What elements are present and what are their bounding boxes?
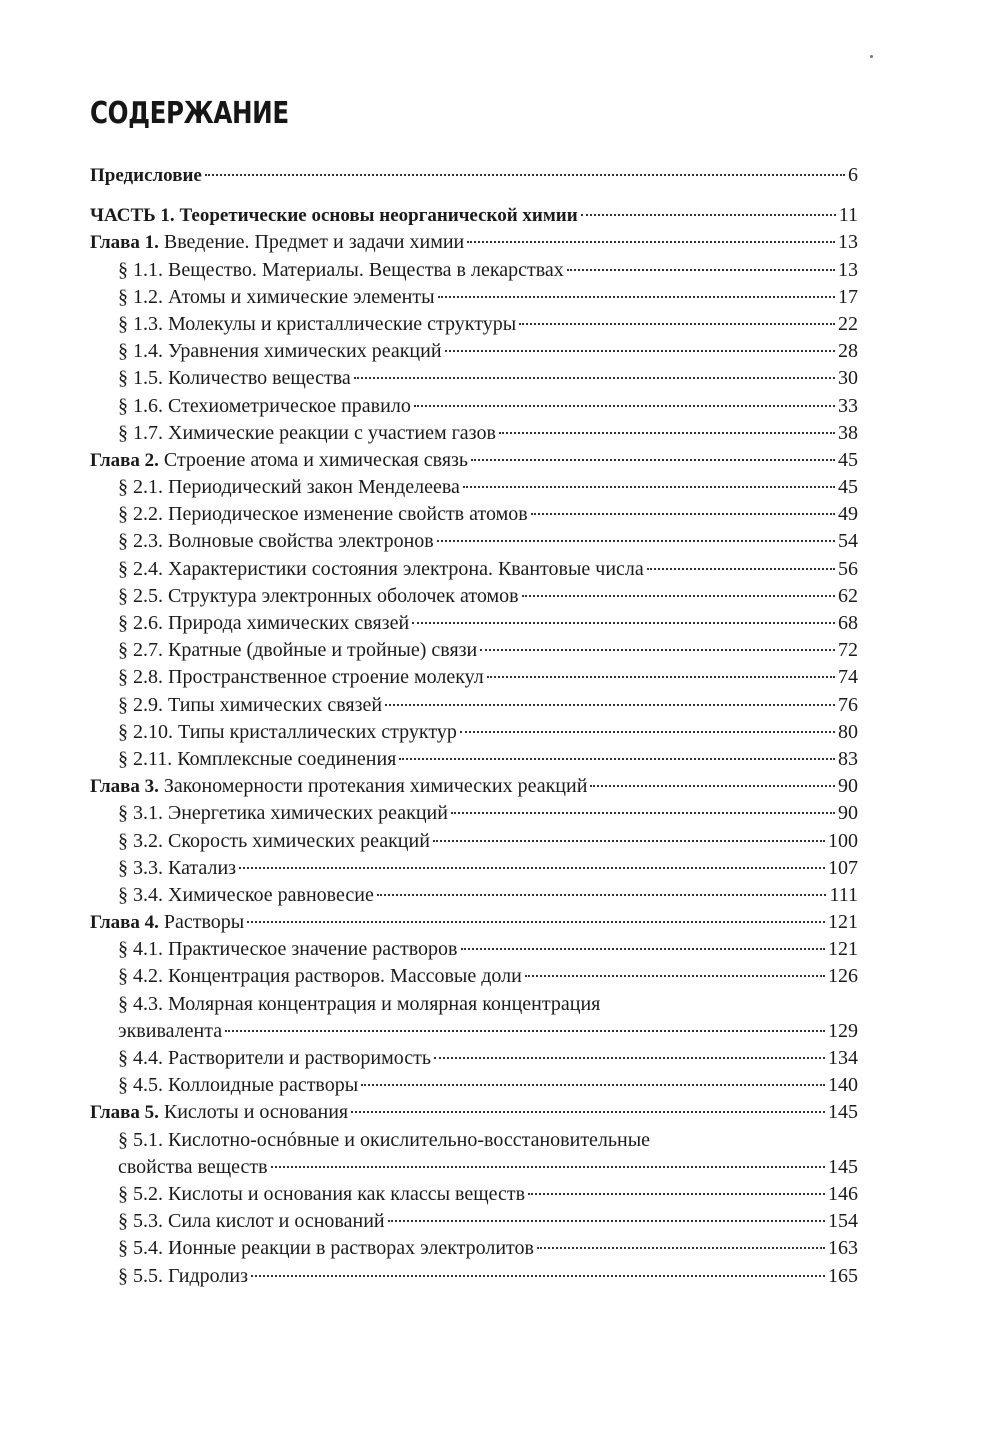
toc-chapter-entry — [90, 162, 858, 189]
toc-entry-text: § 2.6. Природа химических связей — [118, 612, 410, 634]
page-number: 30 — [838, 367, 858, 390]
page-number: 54 — [838, 530, 858, 553]
dot-leader — [354, 377, 835, 379]
toc-entry-title — [118, 1263, 248, 1290]
toc-section-entry — [90, 1235, 858, 1262]
page-number: 111 — [829, 883, 858, 906]
page-number: 17 — [838, 285, 858, 308]
toc-entry-text: § 4.1. Практическое значение растворов — [118, 938, 458, 961]
toc-section-entry — [90, 855, 858, 882]
toc-section-entry — [90, 882, 858, 909]
page-number: 90 — [838, 775, 858, 798]
toc-entry-text: § 1.4. Уравнения химических реакций — [118, 340, 442, 363]
dot-leader — [225, 1030, 825, 1032]
toc-entry-title — [118, 855, 236, 882]
toc-entry-text: § 3.1. Энергетика химических реакций — [118, 802, 448, 825]
dot-leader — [519, 323, 835, 325]
toc-entry-line: § 5.1. Кислотно-оснóвные и окислительно-восстановительные — [118, 1128, 651, 1151]
page-number: 100 — [828, 829, 858, 852]
page-number: 140 — [828, 1074, 858, 1097]
dot-leader — [487, 676, 835, 678]
page-number: 13 — [838, 258, 858, 281]
toc-entry-text: § 2.7. Кратные (двойные и тройные) связи — [118, 639, 478, 662]
page-number: 56 — [838, 557, 858, 580]
page-number: 49 — [838, 503, 858, 526]
page-number: 129 — [828, 1019, 858, 1042]
page-number: 134 — [828, 1047, 858, 1069]
dot-leader — [581, 214, 836, 216]
toc-entry-text: § 1.7. Химические реакции с участием газов — [118, 421, 496, 444]
toc-entry-title — [118, 474, 460, 501]
page-number: 154 — [828, 1210, 858, 1233]
dot-leader — [537, 1247, 825, 1249]
dot-leader — [351, 1111, 825, 1113]
toc-entry-text: § 4.4. Растворители и растворимость — [118, 1047, 432, 1069]
toc-entry-title — [118, 882, 374, 909]
toc-entry-title — [118, 746, 396, 773]
toc-section-entry — [90, 1181, 858, 1208]
toc-entry-title — [118, 719, 457, 746]
toc-section-entry — [90, 1263, 858, 1290]
toc-entry-label: Глава 4. — [90, 912, 159, 934]
toc-chapter-entry — [90, 773, 858, 800]
page-number: 45 — [838, 448, 858, 471]
page-number: 165 — [828, 1264, 858, 1287]
toc-entry-text: § 2.8. Пространственное строение молекул — [118, 666, 484, 689]
toc-entry-title — [118, 501, 528, 528]
toc-entry-text: Строение атома и химическая связь — [158, 448, 469, 471]
toc-entry-title — [118, 1045, 431, 1072]
dot-leader — [205, 174, 845, 176]
dot-leader — [525, 975, 825, 977]
toc-entry-title — [90, 229, 464, 256]
page-number: 90 — [838, 802, 858, 825]
toc-entry-text: § 2.11. Комплексные соединения — [118, 747, 397, 770]
page-number: 80 — [838, 720, 858, 743]
toc-entry-title — [118, 1072, 358, 1099]
dot-leader — [399, 758, 835, 760]
toc-entry-title — [118, 365, 351, 392]
toc-section-entry — [90, 800, 858, 827]
dot-leader — [522, 595, 835, 597]
toc-section-entry — [90, 501, 858, 528]
dot-leader — [445, 350, 835, 352]
toc-entry-text: § 2.3. Волновые свойства электронов — [118, 530, 434, 553]
toc-entry-title — [90, 162, 202, 189]
toc-entry-text: Растворы — [158, 911, 245, 934]
toc-entry-text: § 3.3. Катализ — [118, 856, 237, 879]
page-number: 83 — [838, 747, 858, 770]
dot-leader — [467, 241, 835, 243]
page-number: 68 — [838, 612, 858, 634]
page-number: 72 — [838, 639, 858, 662]
toc-entry-title — [90, 447, 468, 474]
toc-entry-text: § 1.1. Вещество. Материалы. Вещества в лекарствах — [118, 258, 564, 281]
toc-entry-title — [118, 420, 496, 447]
page-number: 6 — [848, 164, 858, 186]
toc-entry-title — [90, 909, 244, 936]
toc-entry-title — [118, 664, 484, 691]
dot-leader — [480, 649, 835, 651]
dot-leader — [414, 405, 835, 407]
toc-entry-title — [118, 828, 430, 855]
page-number: 146 — [828, 1182, 858, 1205]
toc-entry-text: § 1.6. Стехиометрическое правило — [118, 394, 411, 417]
toc-chapter-entry — [90, 202, 858, 229]
dot-leader — [463, 486, 835, 488]
page-number: 11 — [838, 204, 858, 227]
toc-section-entry — [90, 583, 858, 610]
dot-leader — [388, 1220, 825, 1222]
toc-section-entry — [90, 692, 858, 719]
toc-entry-title — [118, 311, 516, 338]
toc-entry-text: § 2.2. Периодическое изменение свойств атомов — [118, 503, 528, 526]
toc-entry-label: Предисловие — [90, 165, 202, 186]
dot-leader — [528, 1193, 825, 1195]
toc-section-entry — [90, 1045, 858, 1072]
dot-leader — [438, 296, 835, 298]
dot-leader — [239, 867, 825, 869]
page-title: СОДЕРЖАНИЕ — [90, 96, 289, 131]
toc-section-entry — [90, 284, 858, 311]
toc-entry-text: § 5.4. Ионные реакции в растворах электролитов — [118, 1237, 534, 1260]
toc-entry-label: Глава 1. — [90, 232, 159, 254]
toc-entry-text: § 3.2. Скорость химических реакций — [118, 829, 430, 852]
dot-leader — [437, 540, 835, 542]
dot-leader — [412, 622, 835, 624]
toc-section-entry — [90, 257, 858, 284]
toc-section-entry — [90, 610, 858, 637]
toc-section-entry — [90, 528, 858, 555]
toc-entry-text: § 5.3. Сила кислот и оснований — [118, 1210, 385, 1233]
page-number: 145 — [828, 1155, 858, 1178]
dot-leader — [499, 432, 835, 434]
toc-entry-title — [118, 528, 434, 555]
toc-chapter-entry — [90, 909, 858, 936]
toc-entry-title — [118, 583, 519, 610]
toc-entry-label: Глава 2. — [90, 449, 159, 471]
dot-leader — [531, 513, 835, 515]
toc-entry-text: § 3.4. Химическое равновесие — [118, 883, 374, 906]
toc-chapter-entry — [90, 447, 858, 474]
page-number: 28 — [838, 340, 858, 363]
page-number: 13 — [838, 231, 858, 254]
toc-entry-title — [118, 338, 442, 365]
toc-section-entry — [90, 420, 858, 447]
toc-entry-text: § 2.9. Типы химических связей — [118, 693, 383, 716]
toc-entry-label: Глава 5. — [90, 1102, 159, 1124]
toc-section-entry — [90, 719, 858, 746]
toc-section-entry — [90, 338, 858, 365]
toc-entry-title — [118, 556, 644, 583]
toc-entry-text: § 2.10. Типы кристаллических структур — [118, 720, 457, 743]
dot-leader — [271, 1166, 825, 1168]
page-number: 74 — [838, 666, 858, 689]
toc-entry-title — [118, 1235, 534, 1262]
toc-entry-title — [118, 1018, 222, 1045]
dot-leader — [377, 894, 827, 896]
page-number: 121 — [828, 911, 858, 934]
toc-entry-title — [118, 610, 409, 637]
toc-section-entry — [90, 963, 858, 990]
page-number: 62 — [838, 584, 858, 607]
dot-leader — [247, 921, 825, 923]
page-number: 22 — [838, 312, 858, 335]
toc-section-entry — [90, 365, 858, 392]
toc-entry-text: эквивалента — [118, 1019, 223, 1042]
toc-entry-title — [90, 1099, 348, 1126]
toc-section-entry — [90, 1072, 858, 1099]
toc-entry-text: § 5.2. Кислоты и основания как классы веществ — [118, 1182, 526, 1205]
dot-leader — [451, 812, 835, 814]
toc-entry-label: Глава 3. — [90, 776, 159, 798]
toc-entry-text: § 4.2. Концентрация растворов. Массовые доли — [118, 965, 522, 988]
toc-entry-title — [118, 637, 477, 664]
toc-entry-line: § 4.3. Молярная концентрация и молярная концентрация — [118, 992, 601, 1015]
dot-leader — [647, 568, 835, 570]
page-number: 107 — [828, 856, 858, 879]
table-of-contents — [90, 162, 858, 1290]
page-number: 38 — [838, 421, 858, 444]
toc-entry-title — [118, 393, 411, 420]
page-number: 33 — [838, 394, 858, 417]
toc-entry-title — [118, 692, 382, 719]
toc-entry-title — [118, 284, 435, 311]
page-number: 45 — [838, 476, 858, 499]
toc-entry-text: Теоретические основы неорганической химии — [174, 205, 578, 227]
toc-section-entry — [90, 1154, 858, 1181]
toc-entry-text: § 2.5. Структура электронных оболочек атомов — [118, 584, 519, 607]
dot-leader — [434, 1057, 825, 1059]
dot-leader — [460, 731, 835, 733]
dot-leader — [471, 459, 835, 461]
dot-leader — [433, 840, 825, 842]
toc-section-entry — [90, 664, 858, 691]
print-speck — [870, 55, 873, 58]
dot-leader — [361, 1084, 825, 1086]
toc-section-entry — [90, 556, 858, 583]
toc-entry-text: § 4.5. Коллоидные растворы — [118, 1074, 359, 1097]
toc-section-entry — [90, 828, 858, 855]
toc-entry-title — [118, 800, 448, 827]
page-number: 76 — [838, 693, 858, 716]
toc-entry-title — [90, 773, 587, 800]
toc-entry-text: Закономерности протекания химических реакций — [158, 775, 588, 798]
page-number: 145 — [828, 1101, 858, 1124]
toc-entry-title — [118, 1208, 385, 1235]
toc-entry-text: § 5.5. Гидролиз — [118, 1264, 248, 1287]
toc-chapter-entry — [90, 229, 858, 256]
toc-entry-title — [90, 202, 578, 229]
toc-section-entry — [90, 637, 858, 664]
toc-entry-title — [118, 1154, 268, 1181]
toc-entry-text: § 1.2. Атомы и химические элементы — [118, 285, 435, 308]
toc-entry-title — [118, 936, 458, 963]
dot-leader — [590, 785, 835, 787]
dot-leader — [385, 704, 835, 706]
toc-entry-text: Кислоты и основания — [158, 1101, 349, 1124]
dot-leader — [567, 269, 835, 271]
toc-entry-text: § 1.5. Количество вещества — [118, 367, 351, 390]
toc-section-entry — [90, 311, 858, 338]
toc-entry-text: § 1.3. Молекулы и кристаллические структуры — [118, 312, 517, 335]
page-number: 126 — [828, 965, 858, 988]
toc-section-entry — [90, 474, 858, 501]
toc-entry-label: ЧАСТЬ 1. — [90, 205, 175, 227]
toc-section-entry — [90, 1208, 858, 1235]
toc-entry-text: Введение. Предмет и задачи химии — [158, 231, 465, 254]
toc-section-entry — [90, 393, 858, 420]
toc-entry-title — [118, 257, 564, 284]
toc-chapter-entry — [90, 1099, 858, 1126]
page-number: 121 — [828, 938, 858, 961]
toc-entry-title — [118, 1181, 525, 1208]
toc-entry-title — [118, 963, 522, 990]
toc-section-entry — [90, 1018, 858, 1045]
toc-entry-text: свойства веществ — [118, 1155, 268, 1178]
toc-section-entry — [90, 746, 858, 773]
toc-section-entry — [90, 936, 858, 963]
dot-leader — [251, 1275, 825, 1277]
page-number: 163 — [828, 1237, 858, 1260]
dot-leader — [461, 948, 826, 950]
toc-entry-text: § 2.4. Характеристики состояния электрона. Квантовые числа — [118, 557, 644, 580]
toc-entry-text: § 2.1. Периодический закон Менделеева — [118, 476, 460, 499]
